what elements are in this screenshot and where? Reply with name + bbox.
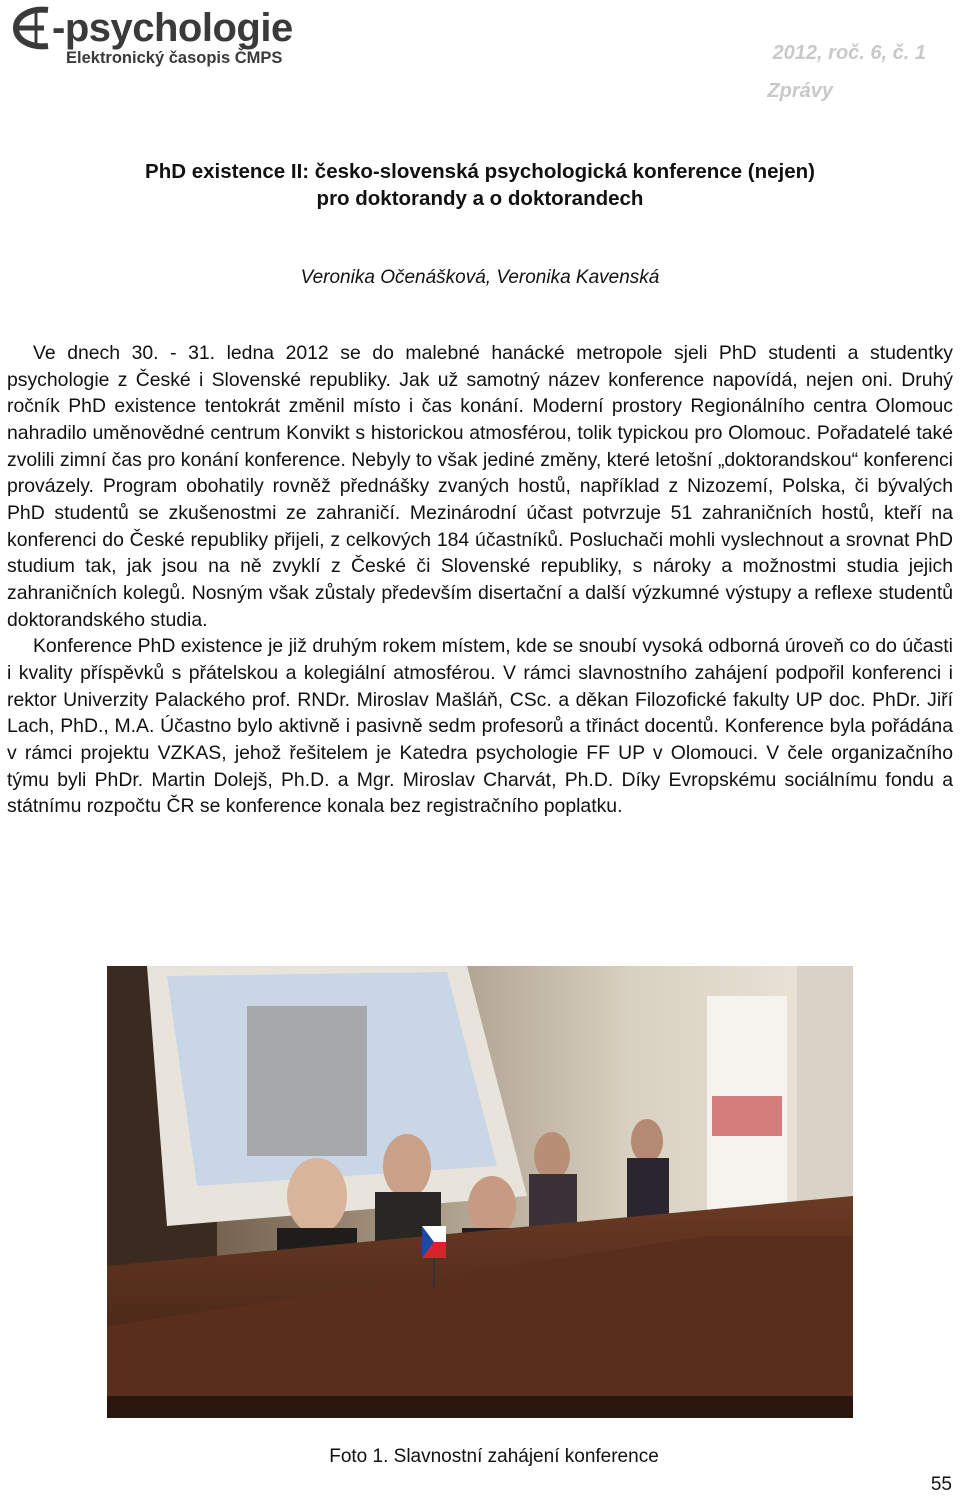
page-number: 55 — [930, 1474, 952, 1495]
article-title-line: PhD existence II: česko-slovenská psychologická konference (nejen) — [145, 160, 815, 183]
article-title-line: pro doktorandy a o doktorandech — [316, 187, 644, 210]
issue-info: 2012, roč. 6, č. 1 — [772, 42, 926, 64]
conference-photo-illustration — [107, 966, 853, 1418]
journal-logo — [8, 4, 368, 76]
paragraph: Ve dnech 30. - 31. ledna 2012 se do malebné hanácké metropole sjeli PhD studenti a studentky psychologie z České i Slovenské republiky. Jak už samotný název konference napovídá, nejen oni. Druhý ročník PhD existence tentokrát změnil místo i čas konání. Moderní prostory Regionálního centra Olomouc nahradilo uměnovědné centrum Konvikt s historickou atmosférou, tolik typickou pro Olomouc. Pořadatelé také zvolili zimní čas pro konání konference. Nebyly to však jediné změny, které letošní „doktorandskou“ konferenci provázely. Program obohatily rovněž přednášky zvaných hostů, například z Nizozemí, Polska, či bývalých PhD studentů se zkušenostmi ze zahraničí. Mezinárodní účast potvrzuje 51 zahraničních hostů, kteří na konferenci do České republiky přijeli, z celkových 184 účastníků. Posluchači mohli vyslechnout a srovnat PhD studium tak, jak jsou na ně zvyklí z České či Slovenské republiky, s nároky a možnostmi studia jejich zahraničních kolegů. Nosným však zůstaly především disertační a další výzkumné výstupy a reflexe studentů doktorandského studia. — [7, 342, 953, 631]
section-label: Zprávy — [767, 80, 833, 102]
article-authors: Veronika Očenášková, Veronika Kavenská — [300, 267, 660, 288]
article-title — [0, 158, 960, 212]
photo-caption: Foto 1. Slavnostní zahájení konference — [329, 1446, 659, 1467]
paragraph: Konference PhD existence je již druhým rokem místem, kde se snoubí vysoká odborná úroveň co do účasti i kvality příspěvků s přátelskou a kolegiální atmosférou. V rámci slavnostního zahájení podpořil konferenci i rektor Univerzity Palackého prof. RNDr. Miroslav Mašláň, CSc. a děkan Filozofické fakulty UP doc. PhDr. Jiří Lach, PhD., M.A. Účastno bylo aktivně i pasivně sedm profesorů a třináct docentů. Konference byla pořádána v rámci projektu VZKAS, jehož řešitelem je Katedra psychologie FF UP v Olomouci. V čele organizačního týmu byli PhDr. Martin Dolejš, Ph.D. a Mgr. Miroslav Charvát, Ph.D. Díky Evropskému sociálnímu fondu a státnímu rozpočtu ČR se konference konala bez registračního poplatku. — [7, 635, 953, 818]
article-body — [7, 340, 953, 820]
conference-photo — [107, 966, 853, 1418]
logo-subtitle: Elektronický časopis ČMPS — [66, 49, 283, 67]
logo-title: -psychologie — [52, 6, 293, 50]
